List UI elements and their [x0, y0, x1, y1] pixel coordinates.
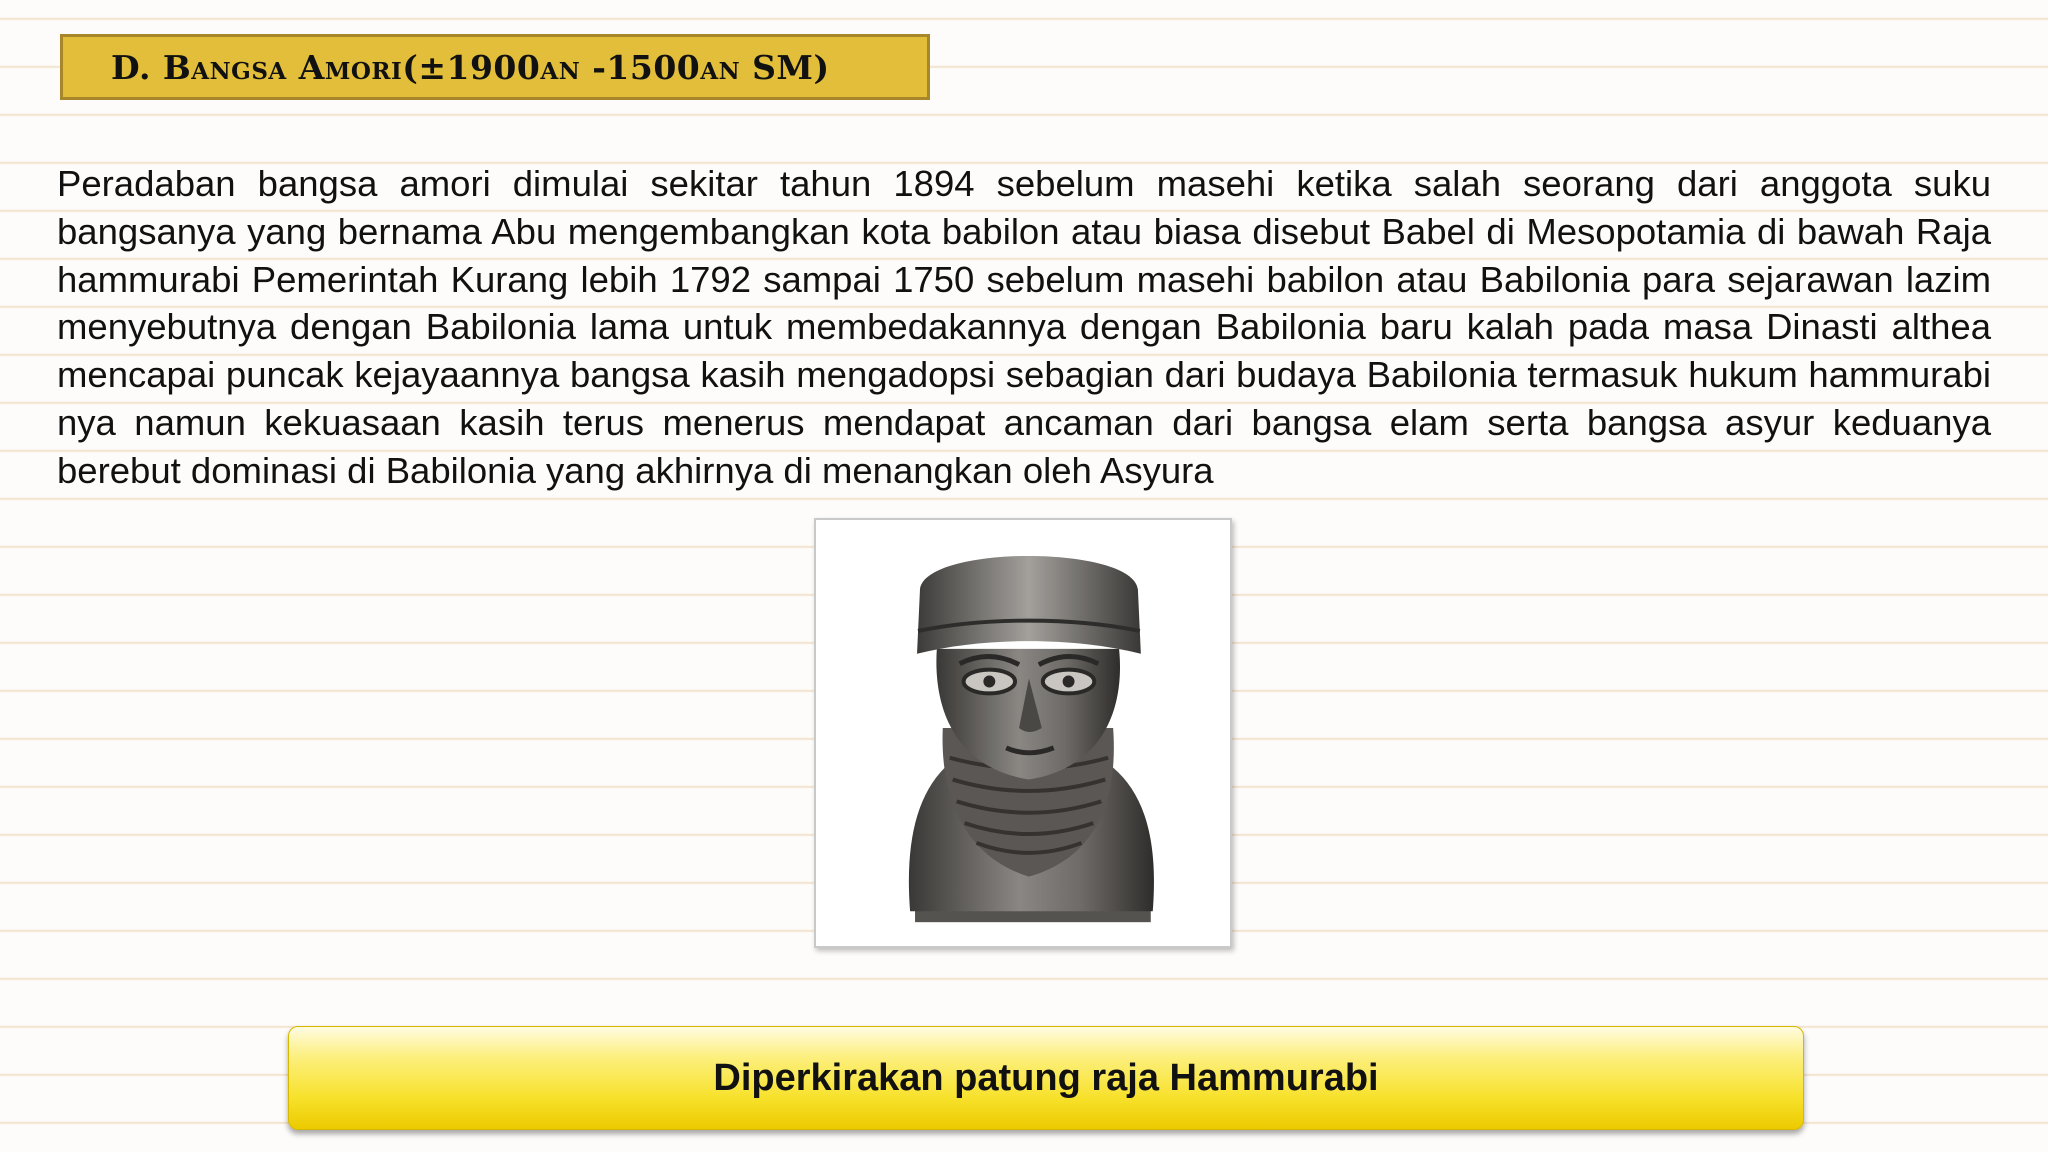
image-caption: Diperkirakan patung raja Hammurabi [713, 1056, 1379, 1099]
hammurabi-statue-image [816, 520, 1230, 946]
body-paragraph: Peradaban bangsa amori dimulai sekitar tahun 1894 sebelum masehi ketika salah seorang dari anggota suku bangsanya yang bernama Abu mengembangkan kota babilon atau biasa disebut Babel di Mesopotamia di bawah Raja hammurabi Pemerintah Kurang lebih 1792 sampai 1750 sebelum masehi babilon atau Babilonia para sejarawan lazim menyebutnya dengan Babilonia lama untuk membedakannya dengan Babilonia baru kalah pada masa Dinasti althea mencapai puncak kejayaannya bangsa kasih mengadopsi sebagian dari budaya Babilonia termasuk hukum hammurabi nya namun kekuasaan kasih terus menerus mendapat ancaman dari bangsa elam serta bangsa asyur keduanya berebut dominasi di Babilonia yang akhirnya di menangkan oleh Asyura [57, 163, 1991, 491]
image-caption-box [288, 1026, 1804, 1130]
slide-title-box [60, 34, 930, 100]
statue-image-frame [814, 518, 1232, 948]
statue-cap [917, 556, 1141, 654]
slide-title: D. Bangsa Amori(±1900an -1500an SM) [111, 47, 830, 87]
